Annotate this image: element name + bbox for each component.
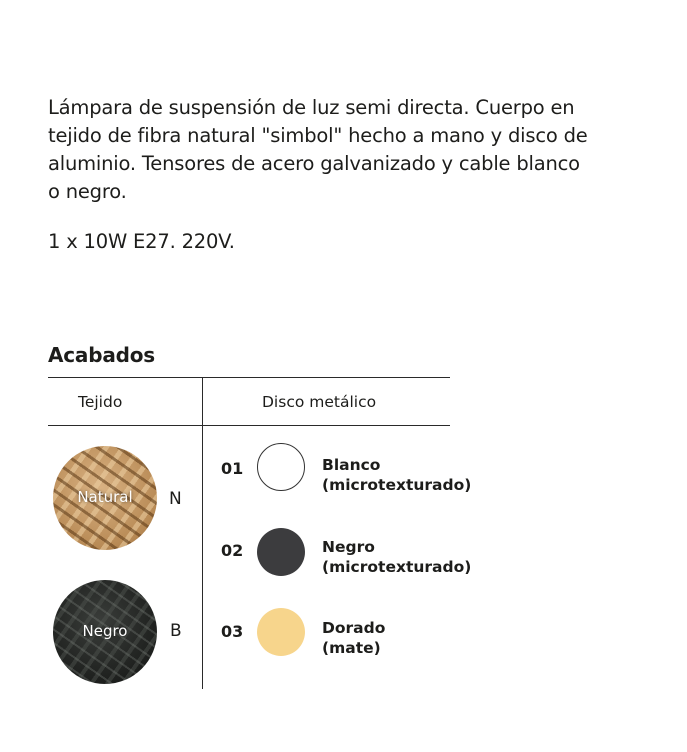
disc-finish-detail: (mate) [322,639,381,657]
column-header-fabric: Tejido [78,393,123,411]
table-header-rule [48,425,450,426]
disc-finish-detail: (microtexturado) [322,476,472,494]
disc-finish-title: Negro [322,538,375,556]
disc-number: 01 [221,459,244,478]
disc-finish-detail: (microtexturado) [322,558,472,576]
description-line: tejido de fibra natural "simbol" hecho a mano y disco de [48,124,588,147]
disc-number: 02 [221,541,244,560]
disc-finish-title: Dorado [322,619,386,637]
disc-swatch-blanco [257,443,305,491]
description-line: aluminio. Tensores de acero galvanizado y cable blanco [48,152,580,175]
electrical-spec: 1 x 10W E27. 220V. [48,230,235,253]
table-top-rule [48,377,450,378]
finishes-title: Acabados [48,343,156,367]
table-column-divider [202,377,203,689]
fabric-swatch-label: Natural [77,488,133,506]
disc-finish-name [322,455,471,495]
disc-finish-name [322,537,471,577]
fabric-swatch-negro [53,580,157,684]
product-description [48,94,648,206]
description-line: Lámpara de suspensión de luz semi directa. Cuerpo en [48,96,575,119]
fabric-swatch-label: Negro [82,622,128,640]
disc-finish-title: Blanco [322,456,381,474]
fabric-code: N [169,489,182,509]
description-line: o negro. [48,180,127,203]
disc-finish-name [322,618,385,658]
column-header-disc: Disco metálico [262,393,377,411]
fabric-swatch-natural [53,446,157,550]
disc-swatch-negro [257,528,305,576]
disc-number: 03 [221,622,244,641]
fabric-code: B [170,621,182,641]
disc-swatch-dorado [257,608,305,656]
